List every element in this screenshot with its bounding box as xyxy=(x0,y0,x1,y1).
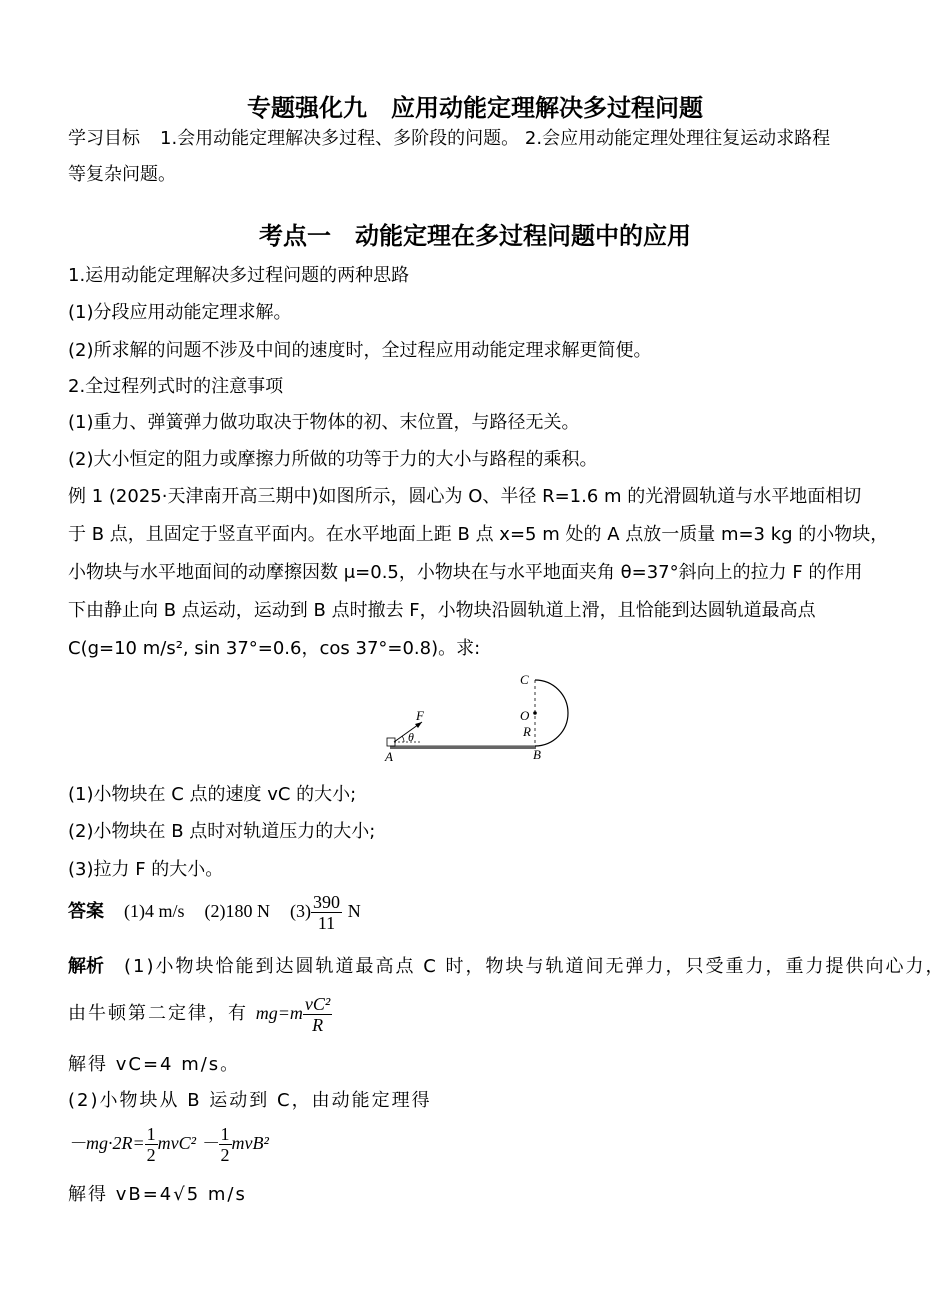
half-numerator: 1 xyxy=(146,1123,156,1144)
point-line: (2)所求解的问题不涉及中间的速度时，全过程应用动能定理求解更简便。 xyxy=(68,340,652,361)
fraction-numerator: 390 xyxy=(313,891,340,912)
objective-line-2: 等复杂问题。 xyxy=(68,164,176,185)
learning-objective xyxy=(68,124,888,150)
equation-2-mid: mvC² － xyxy=(157,1133,219,1153)
question-2: (2)小物块在 B 点时对轨道压力的大小; xyxy=(68,821,376,842)
analysis-text-2: 由牛顿第二定律，有 xyxy=(68,1003,248,1024)
analysis-line-4: (2)小物块从 B 运动到 C，由动能定理得 xyxy=(68,1090,432,1111)
answer-label: 答案 xyxy=(68,901,104,922)
label-theta: θ xyxy=(408,730,414,744)
equation-2-end: mvB² xyxy=(231,1133,269,1153)
analysis-result-2: 解得 vB=4√5 m/s xyxy=(68,1184,247,1205)
track-diagram xyxy=(380,668,590,768)
analysis-label: 解析 xyxy=(68,956,104,977)
label-R: R xyxy=(523,724,531,739)
example-line: 于 B 点，且固定于竖直平面内。在水平地面上距 B 点 x=5 m 处的 A 点放一质量 m=3 kg 的小物块， xyxy=(68,524,889,545)
analysis-line-1 xyxy=(68,952,946,978)
label-C: C xyxy=(520,672,529,687)
equation-2 xyxy=(68,1118,888,1169)
point-line: 1.运用动能定理解决多过程问题的两种思路 xyxy=(68,265,410,286)
answer-part-1: (1)4 m/s xyxy=(124,901,185,921)
equation-1-lhs: mg=m xyxy=(255,1003,303,1023)
half-denominator: 2 xyxy=(220,1144,230,1165)
answer-line xyxy=(68,890,888,933)
section-title: 考点一 动能定理在多过程问题中的应用 xyxy=(259,222,691,250)
label-F: F xyxy=(416,708,424,723)
label-A: A xyxy=(385,749,393,764)
point-line: (1)分段应用动能定理求解。 xyxy=(68,302,292,323)
half-denominator: 2 xyxy=(146,1144,156,1165)
equation-2-half-a xyxy=(145,1124,158,1165)
half-numerator: 1 xyxy=(220,1123,230,1144)
answer-part-3-prefix: (3) xyxy=(290,901,311,921)
point-line: 2.全过程列式时的注意事项 xyxy=(68,376,284,397)
equation-1-fraction xyxy=(303,994,332,1035)
equation-2-half-b xyxy=(219,1124,232,1165)
answer-fraction xyxy=(311,892,342,933)
label-O: O xyxy=(520,708,530,723)
answer-part-2: (2)180 N xyxy=(204,901,270,921)
question-3: (3)拉力 F 的大小。 xyxy=(68,859,224,880)
example-line: 小物块与水平地面间的动摩擦因数 μ=0.5，小物块在与水平地面夹角 θ=37°斜向上的拉力 F 的作用 xyxy=(68,562,863,583)
example-line: C(g=10 m/s², sin 37°=0.6，cos 37°=0.8)。求: xyxy=(68,638,481,659)
point-line: (2)大小恒定的阻力或摩擦力所做的功等于力的大小与路程的乘积。 xyxy=(68,449,598,470)
example-line: 下由静止向 B 点运动，运动到 B 点时撤去 F，小物块沿圆轨道上滑，且恰能到达圆轨道最高点 xyxy=(68,600,816,621)
question-1: (1)小物块在 C 点的速度 vC 的大小; xyxy=(68,784,357,805)
equation-1-numerator: vC² xyxy=(304,993,331,1014)
point-line: (1)重力、弹簧弹力做功取决于物体的初、末位置，与路径无关。 xyxy=(68,412,580,433)
example-line: 例 1 (2025·天津南开高三期中)如图所示，圆心为 O、半径 R=1.6 m 的光滑圆轨道与水平地面相切 xyxy=(68,486,862,507)
answer-unit: N xyxy=(347,901,361,921)
equation-2-lhs: －mg·2R= xyxy=(68,1133,145,1153)
fraction-denominator: 11 xyxy=(317,912,336,933)
analysis-line-2 xyxy=(68,988,888,1039)
analysis-text-1: (1)小物块恰能到达圆轨道最高点 C 时，物块与轨道间无弹力，只受重力，重力提供向心力， xyxy=(124,956,946,977)
analysis-result-1: 解得 vC=4 m/s。 xyxy=(68,1054,241,1075)
page-title: 专题强化九 应用动能定理解决多过程问题 xyxy=(247,94,703,122)
objective-line-1: 1.会用动能定理解决多过程、多阶段的问题。 2.会应用动能定理处理往复运动求路程 xyxy=(160,128,831,149)
equation-1-denominator: R xyxy=(312,1014,324,1035)
objective-label: 学习目标 xyxy=(68,128,140,149)
label-B: B xyxy=(533,747,541,762)
